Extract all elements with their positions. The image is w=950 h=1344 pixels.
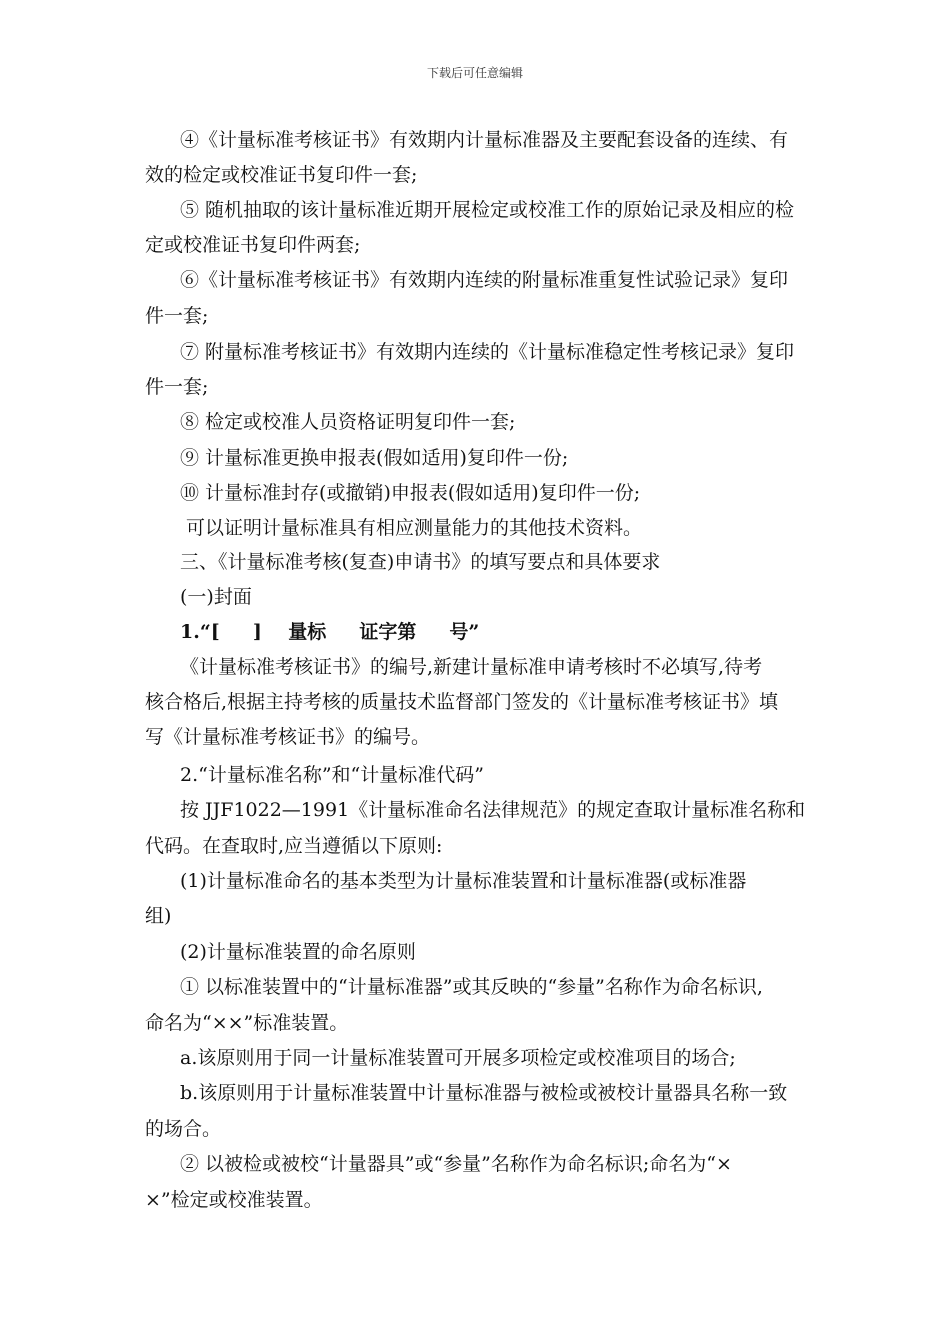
item-5-line-1: ⑤ 随机抽取的该计量标准近期开展检定或校准工作的原始记录及相应的检 <box>180 199 795 221</box>
subsection-cover-heading: (一)封面 <box>180 586 252 608</box>
section-3-heading: 三、《计量标准考核(复查)申请书》的填写要点和具体要求 <box>180 551 661 573</box>
principle-1-line-1: (1)计量标准命名的基本类型为计量标准装置和计量标准器(或标准器 <box>180 870 747 892</box>
principle-1-line-2: 组) <box>145 905 172 927</box>
other-materials: 可以证明计量标准具有相应测量能力的其他技术资料。 <box>180 517 643 539</box>
rule-a: a.该原则用于同一计量标准装置可开展多项检定或校准项目的场合; <box>180 1047 736 1069</box>
item-4-line-1: ④《计量标准考核证书》有效期内计量标准器及主要配套设备的连续、有 <box>180 129 789 151</box>
item-7-line-2: 件一套; <box>145 376 209 398</box>
item-5-line-2: 定或校准证书复印件两套; <box>145 234 361 256</box>
rule-1-line-2: 命名为“××”标准装置。 <box>145 1012 349 1034</box>
rule-2-line-1: ② 以被检或被校“计量器具”或“参量”名称作为命名标识;命名为“× <box>180 1153 732 1175</box>
rule-b-line-1: b.该原则用于计量标准装置中计量标准器与被检或被校计量器具名称一致 <box>180 1082 788 1104</box>
para-2-line-1: 按 JJF1022—1991《计量标准命名法律规范》的规定查取计量标准名称和 <box>180 799 806 821</box>
item-7-line-1: ⑦ 附量标准考核证书》有效期内连续的《计量标准稳定性考核记录》复印 <box>180 341 795 363</box>
certificate-number-format: 1.“[ ] 量标 证字第 号” <box>180 621 480 643</box>
item-8: ⑧ 检定或校准人员资格证明复印件一套; <box>180 411 516 433</box>
item-4-line-2: 效的检定或校准证书复印件一套; <box>145 164 418 186</box>
rule-1-line-1: ① 以标准装置中的“计量标准器”或其反映的“参量”名称作为命名标识, <box>180 976 763 998</box>
para-1-line-2: 核合格后,根据主持考核的质量技术监督部门签发的《计量标准考核证书》填 <box>145 691 779 713</box>
item-6-line-1: ⑥《计量标准考核证书》有效期内连续的附量标准重复性试验记录》复印 <box>180 269 789 291</box>
rule-2-line-2: ×”检定或校准装置。 <box>145 1189 323 1211</box>
page-header: 下载后可任意编辑 <box>426 66 523 80</box>
item-9: ⑨ 计量标准更换申报表(假如适用)复印件一份; <box>180 447 569 469</box>
principle-2-heading: (2)计量标准装置的命名原则 <box>180 941 416 963</box>
para-1-line-3: 写《计量标准考核证书》的编号。 <box>145 726 431 748</box>
item-2-heading: 2.“计量标准名称”和“计量标准代码” <box>180 764 484 786</box>
para-1-line-1: 《计量标准考核证书》的编号,新建计量标准申请考核时不必填写,待考 <box>180 656 763 678</box>
para-2-line-2: 代码。在查取时,应当遵循以下原则: <box>145 835 443 857</box>
item-10: ⑩ 计量标准封存(或撤销)申报表(假如适用)复印件一份; <box>180 482 641 504</box>
rule-b-line-2: 的场合。 <box>145 1118 222 1140</box>
item-6-line-2: 件一套; <box>145 305 209 327</box>
